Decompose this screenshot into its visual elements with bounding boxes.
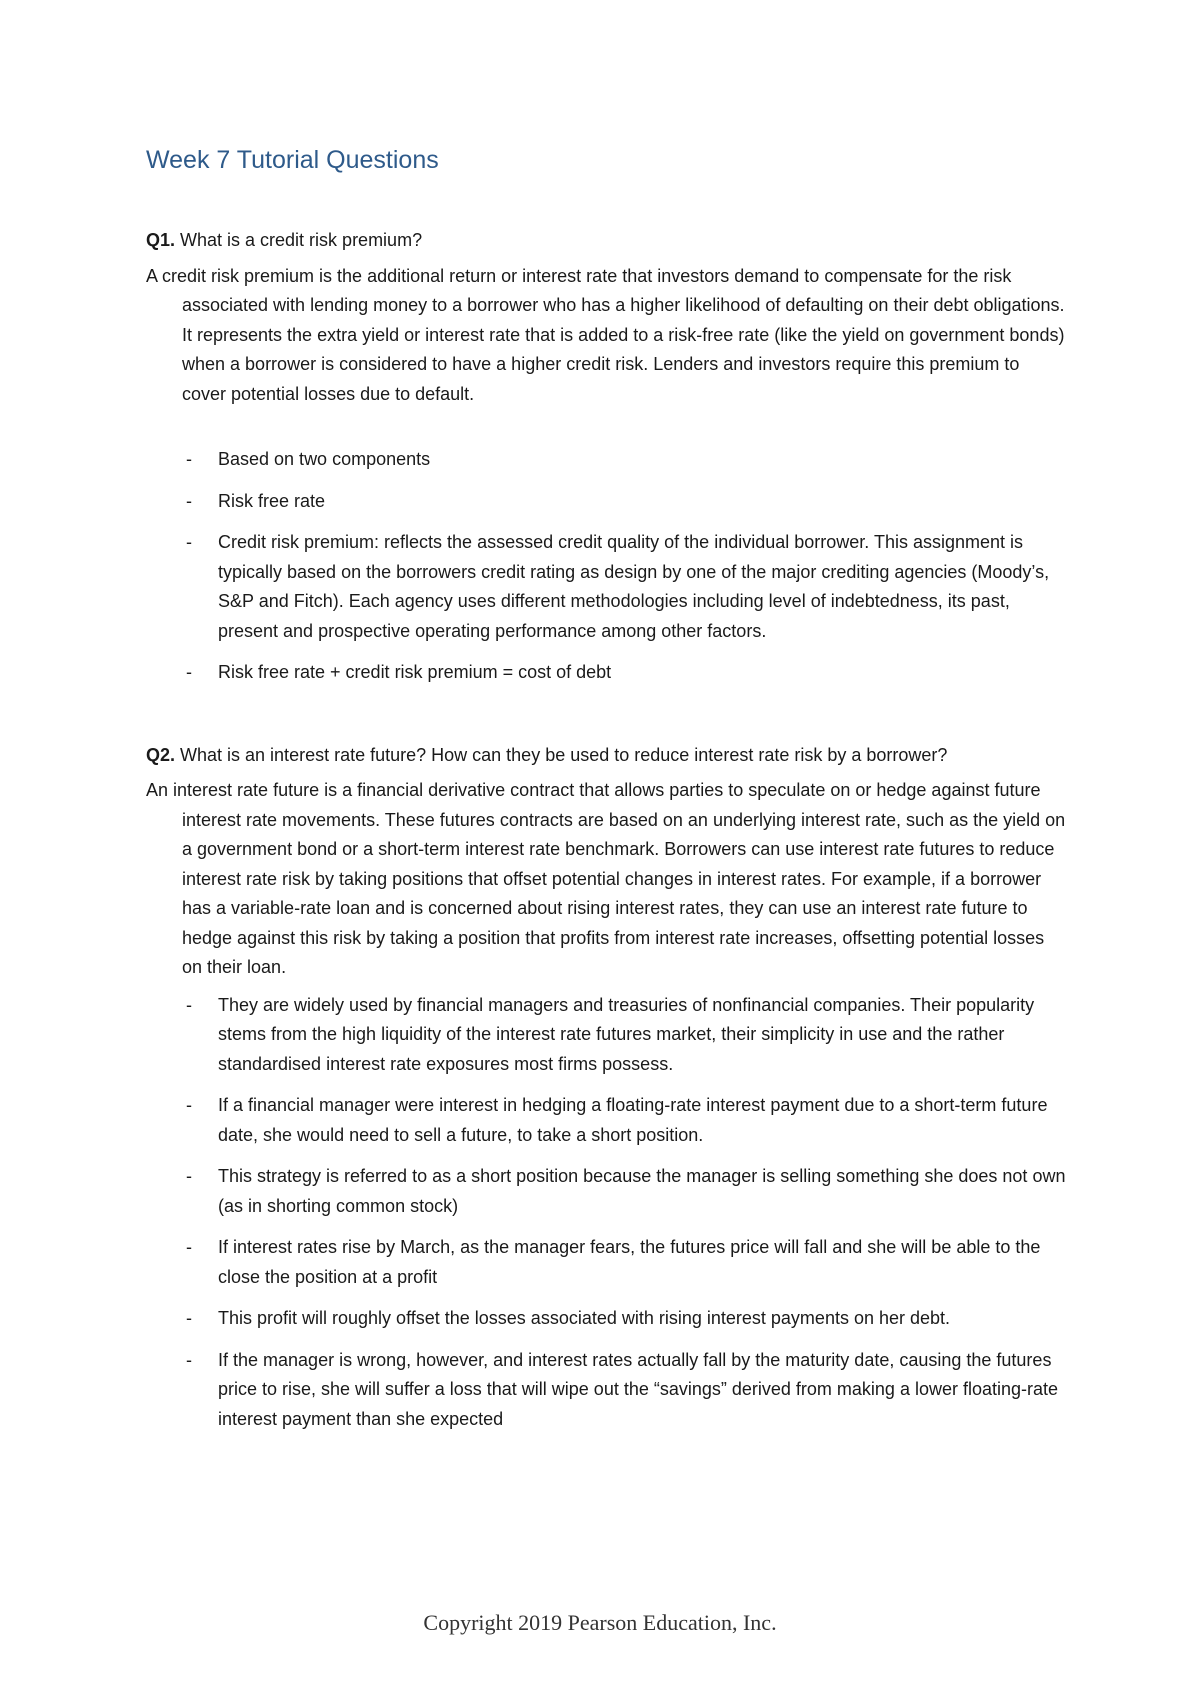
list-item [146, 445, 1066, 475]
list-item [146, 528, 1066, 646]
dash-marker: - [186, 662, 192, 682]
question-2-label: Q2. [146, 744, 176, 765]
page-title: Week 7 Tutorial Questions [146, 146, 439, 174]
answer-2-bullet-list [146, 991, 1066, 1435]
bullet-text: If the manager is wrong, however, and interest rates actually fall by the maturity date, causing the futures price to rise, she will suffer a loss that will wipe out the “savings” derived from making a lower floating-rate interest payment than she expected [218, 1349, 1059, 1429]
list-item [146, 1091, 1066, 1150]
bullet-text: Based on two components [218, 449, 431, 469]
question-2-text: What is an interest rate future? How can they be used to reduce interest rate risk by a borrower? [175, 744, 948, 765]
list-item [146, 1304, 1066, 1334]
bullet-text: If a financial manager were interest in hedging a floating-rate interest payment due to a short-term future date, she would need to sell a future, to take a short position. [218, 1095, 1048, 1145]
bullet-text: This profit will roughly offset the losses associated with rising interest payments on her debt. [218, 1308, 951, 1328]
question-1-label: Q1. [146, 230, 176, 250]
bullet-text: Risk free rate + credit risk premium = cost of debt [218, 662, 612, 682]
list-item [146, 1162, 1066, 1221]
dash-marker: - [186, 994, 192, 1015]
dash-marker: - [186, 532, 192, 552]
list-item [146, 991, 1066, 1080]
bullet-text: Risk free rate [218, 490, 326, 511]
dash-marker: - [186, 490, 192, 511]
list-item [146, 1233, 1066, 1292]
bullet-text: If interest rates rise by March, as the manager fears, the futures price will fall and she will be able to the close the position at a profit [218, 1237, 1041, 1287]
dash-marker: - [186, 1166, 192, 1186]
dash-marker: - [186, 449, 192, 469]
question-2 [146, 741, 1066, 771]
copyright-footer: Copyright 2019 Pearson Education, Inc. [423, 1610, 777, 1635]
answer-1: A credit risk premium is the additional return or interest rate that investors demand to compensate for the risk associated with lending money to a borrower who has a higher likelihood of defaulting on their debt obligations. It represents the extra yield or interest rate that is added to a risk-free rate (like the yield on government bonds) when a borrower is considered to have a higher credit risk. Lenders and investors require this premium to cover potential losses due to default. [146, 265, 1065, 404]
dash-marker: - [186, 1095, 192, 1115]
answer-1-bullet-list [146, 445, 1066, 688]
list-item [146, 1346, 1066, 1435]
answer-2: An interest rate future is a financial derivative contract that allows parties to speculate on or hedge against future interest rate movements. These futures contracts are based on an underlying interest rate, such as the yield on a government bond or a short-term interest rate benchmark. Borrowers can use interest rate futures to reduce interest rate risk by taking positions that offset potential changes in interest rates. For example, if a borrower has a variable-rate loan and is concerned about rising interest rates, they can use an interest rate future to hedge against this risk by taking a position that profits from interest rate increases, offsetting potential losses on their loan. [146, 780, 1066, 977]
dash-marker: - [186, 1349, 192, 1370]
bullet-text: They are widely used by financial managers and treasuries of nonfinancial companies. Their popularity stems from the high liquidity of the interest rate futures market, their simplicity in use and the rather standardised interest rate exposures most firms possess. [218, 994, 1035, 1074]
dash-marker: - [186, 1237, 192, 1257]
question-1 [146, 226, 1066, 256]
list-item [146, 487, 1066, 517]
document-body [146, 226, 1066, 1434]
bullet-text: Credit risk premium: reflects the assessed credit quality of the individual borrower. This assignment is typically based on the borrowers credit rating as design by one of the major crediting agencies (Moody’s, S&P and Fitch). Each agency uses different methodologies including level of indebtedness, its past, present and prospective operating performance among other factors. [218, 532, 1050, 641]
dash-marker: - [186, 1308, 192, 1328]
question-1-text: What is a credit risk premium? [175, 230, 423, 250]
bullet-text: This strategy is referred to as a short position because the manager is selling something she does not own (as in shorting common stock) [218, 1166, 1066, 1216]
section-spacer [146, 700, 1066, 741]
list-item [146, 658, 1066, 688]
